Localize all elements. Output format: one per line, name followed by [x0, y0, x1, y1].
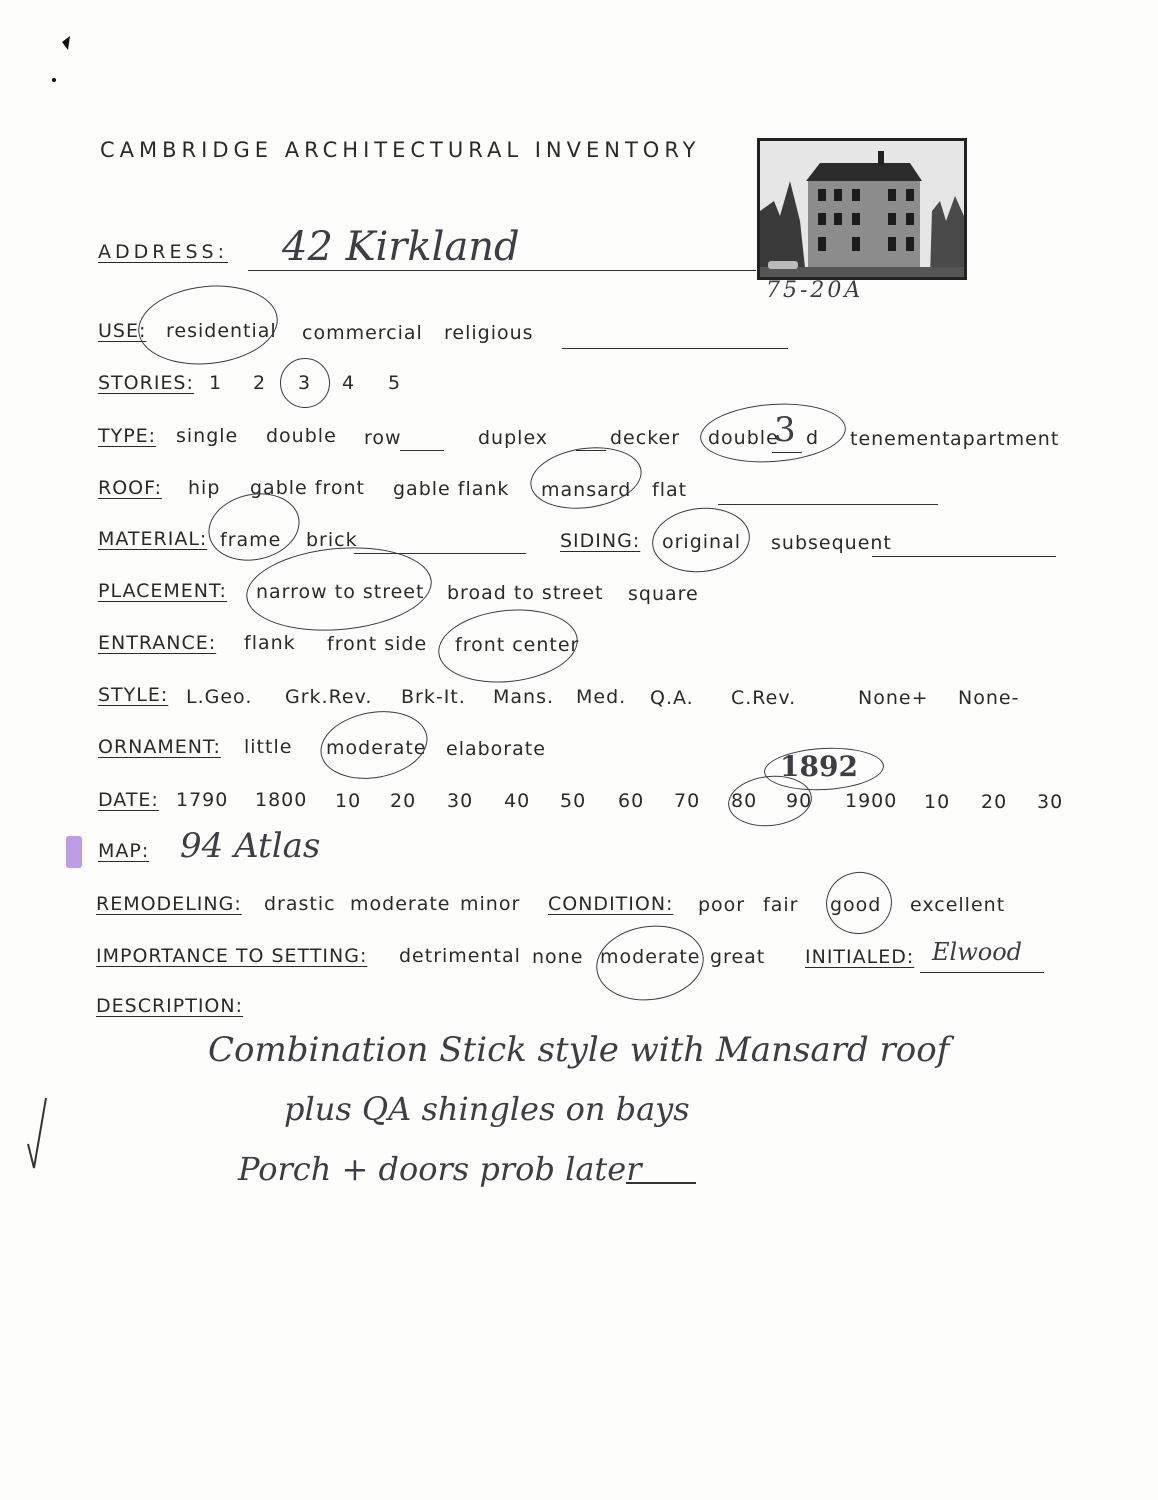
stories-option-2[interactable]: 2: [253, 372, 267, 394]
roof-option-mansard[interactable]: mansard: [541, 479, 632, 501]
description-line-2[interactable]: plus QA shingles on bays: [284, 1090, 690, 1128]
style-option-grkrev[interactable]: Grk.Rev.: [285, 686, 373, 708]
stories-option-4[interactable]: 4: [342, 372, 356, 394]
date-option-10[interactable]: 10: [335, 790, 362, 812]
condition-option-poor[interactable]: poor: [698, 894, 746, 916]
stories-option-3[interactable]: 3: [298, 372, 312, 394]
importance-option-moderate[interactable]: moderate: [600, 946, 701, 968]
roof-option-hip[interactable]: hip: [188, 477, 221, 499]
type-row-line: [400, 450, 444, 451]
style-label: STYLE:: [98, 684, 169, 706]
address-label: ADDRESS:: [98, 241, 228, 263]
style-option-qa[interactable]: Q.A.: [650, 687, 694, 709]
address-line: [248, 270, 756, 271]
decker-count-entry[interactable]: 3: [774, 410, 796, 450]
use-option-residential[interactable]: residential: [166, 320, 277, 342]
entrance-option-flank[interactable]: flank: [244, 632, 296, 654]
importance-option-none[interactable]: none: [532, 946, 584, 968]
initialed-line: [920, 972, 1044, 973]
roof-option-gable-flank[interactable]: gable flank: [393, 478, 510, 500]
written-year[interactable]: 1892: [780, 750, 858, 783]
date-option-1910[interactable]: 10: [924, 791, 951, 813]
date-option-90[interactable]: 90: [786, 790, 813, 812]
material-option-frame[interactable]: frame: [220, 529, 282, 551]
type-option-double-decker[interactable]: double: [708, 427, 779, 449]
type-option-decker[interactable]: decker: [610, 427, 681, 449]
remodeling-option-minor[interactable]: minor: [460, 893, 521, 915]
initialed-label: INITIALED:: [805, 946, 915, 968]
type-option-tenement[interactable]: tenement: [850, 428, 951, 450]
date-option-1900[interactable]: 1900: [845, 790, 898, 812]
map-label: MAP:: [98, 840, 150, 862]
stories-label: STORIES:: [98, 372, 194, 394]
style-option-none-minus[interactable]: None-: [958, 687, 1020, 709]
style-option-med[interactable]: Med.: [576, 686, 627, 708]
siding-label: SIDING:: [560, 530, 641, 552]
type-label: TYPE:: [98, 425, 157, 447]
material-label: MATERIAL:: [98, 528, 208, 550]
date-option-30[interactable]: 30: [447, 790, 474, 812]
date-option-1930[interactable]: 30: [1037, 791, 1064, 813]
condition-label: CONDITION:: [548, 893, 674, 915]
siding-selection-circle: [649, 503, 753, 577]
style-option-mans[interactable]: Mans.: [493, 686, 555, 708]
date-option-1920[interactable]: 20: [981, 791, 1008, 813]
date-option-70[interactable]: 70: [674, 790, 701, 812]
siding-other-line: [872, 556, 1056, 557]
date-option-1790[interactable]: 1790: [176, 789, 229, 811]
entrance-selection-circle: [435, 603, 582, 689]
style-option-lgeo[interactable]: L.Geo.: [186, 686, 253, 708]
condition-option-good[interactable]: good: [830, 894, 882, 916]
date-option-40[interactable]: 40: [504, 790, 531, 812]
placement-option-broad[interactable]: broad to street: [447, 582, 604, 604]
siding-option-original[interactable]: original: [662, 531, 742, 553]
type-option-double[interactable]: double: [266, 425, 337, 447]
date-option-60[interactable]: 60: [618, 790, 645, 812]
ornament-option-moderate[interactable]: moderate: [326, 737, 427, 759]
type-option-row[interactable]: row: [364, 427, 402, 449]
description-label: DESCRIPTION:: [96, 995, 244, 1017]
initialed-value[interactable]: Elwood: [932, 938, 1022, 966]
type-option-apartment[interactable]: apartment: [950, 428, 1060, 450]
photo-id: 75-20A: [766, 278, 864, 303]
importance-option-detrimental[interactable]: detrimental: [399, 945, 521, 967]
roof-label: ROOF:: [98, 477, 162, 499]
roof-selection-circle: [526, 440, 645, 515]
building-photo: [757, 138, 967, 280]
address-value[interactable]: 42 Kirkland: [282, 224, 520, 270]
stories-option-5[interactable]: 5: [388, 372, 402, 394]
use-label: USE:: [98, 320, 147, 342]
date-option-1800[interactable]: 1800: [255, 789, 308, 811]
remodeling-label: REMODELING:: [96, 893, 242, 915]
condition-option-fair[interactable]: fair: [763, 894, 799, 916]
date-option-20[interactable]: 20: [390, 790, 417, 812]
placement-option-square[interactable]: square: [628, 583, 699, 605]
placement-label: PLACEMENT:: [98, 580, 227, 602]
importance-label: IMPORTANCE TO SETTING:: [96, 945, 368, 967]
description-dash: [626, 1182, 696, 1184]
entrance-option-front-side[interactable]: front side: [327, 633, 428, 655]
type-option-single[interactable]: single: [176, 425, 239, 447]
entrance-option-front-center[interactable]: front center: [455, 634, 580, 656]
type-selection-circle: [698, 399, 848, 467]
use-option-commercial[interactable]: commercial: [302, 322, 423, 344]
ornament-option-little[interactable]: little: [244, 736, 293, 758]
use-option-religious[interactable]: religious: [444, 322, 534, 344]
importance-selection-circle: [591, 919, 708, 1007]
use-other-line: [562, 348, 788, 349]
stories-option-1[interactable]: 1: [209, 372, 223, 394]
form-title: CAMBRIDGE ARCHITECTURAL INVENTORY: [100, 138, 701, 162]
ornament-label: ORNAMENT:: [98, 736, 221, 758]
date-label: DATE:: [98, 789, 159, 811]
style-option-none-plus[interactable]: None+: [858, 687, 929, 709]
placement-option-narrow[interactable]: narrow to street: [256, 581, 425, 603]
condition-option-excellent[interactable]: excellent: [910, 894, 1006, 916]
importance-option-great[interactable]: great: [710, 946, 766, 968]
entrance-label: ENTRANCE:: [98, 632, 217, 654]
remodeling-option-moderate[interactable]: moderate: [350, 893, 451, 915]
remodeling-option-drastic[interactable]: drastic: [264, 893, 336, 915]
date-option-50[interactable]: 50: [560, 790, 587, 812]
stories-selection-circle: [280, 358, 330, 408]
style-option-brkit[interactable]: Brk-It.: [401, 686, 466, 708]
description-line-3[interactable]: Porch + doors prob later: [238, 1150, 642, 1188]
corner-mark-icon: [48, 28, 80, 88]
roof-other-line: [718, 504, 938, 505]
material-option-brick[interactable]: brick: [306, 529, 358, 551]
ornament-selection-circle: [315, 703, 433, 787]
roof-option-gable-front[interactable]: gable front: [250, 477, 365, 499]
type-option-duplex[interactable]: duplex: [478, 427, 549, 449]
decker-suffix: d: [806, 427, 820, 449]
date-option-80[interactable]: 80: [731, 790, 758, 812]
highlight-mark-icon: [66, 836, 82, 868]
use-selection-circle: [134, 279, 281, 371]
style-option-crev[interactable]: C.Rev.: [731, 687, 797, 709]
description-line-1[interactable]: Combination Stick style with Mansard roof: [208, 1030, 950, 1070]
roof-option-flat[interactable]: flat: [652, 479, 688, 501]
ornament-option-elaborate[interactable]: elaborate: [446, 738, 546, 760]
checkmark-icon: [24, 1094, 50, 1174]
siding-option-subsequent[interactable]: subsequent: [771, 532, 892, 554]
condition-selection-circle: [821, 867, 897, 940]
map-value[interactable]: 94 Atlas: [180, 826, 321, 866]
